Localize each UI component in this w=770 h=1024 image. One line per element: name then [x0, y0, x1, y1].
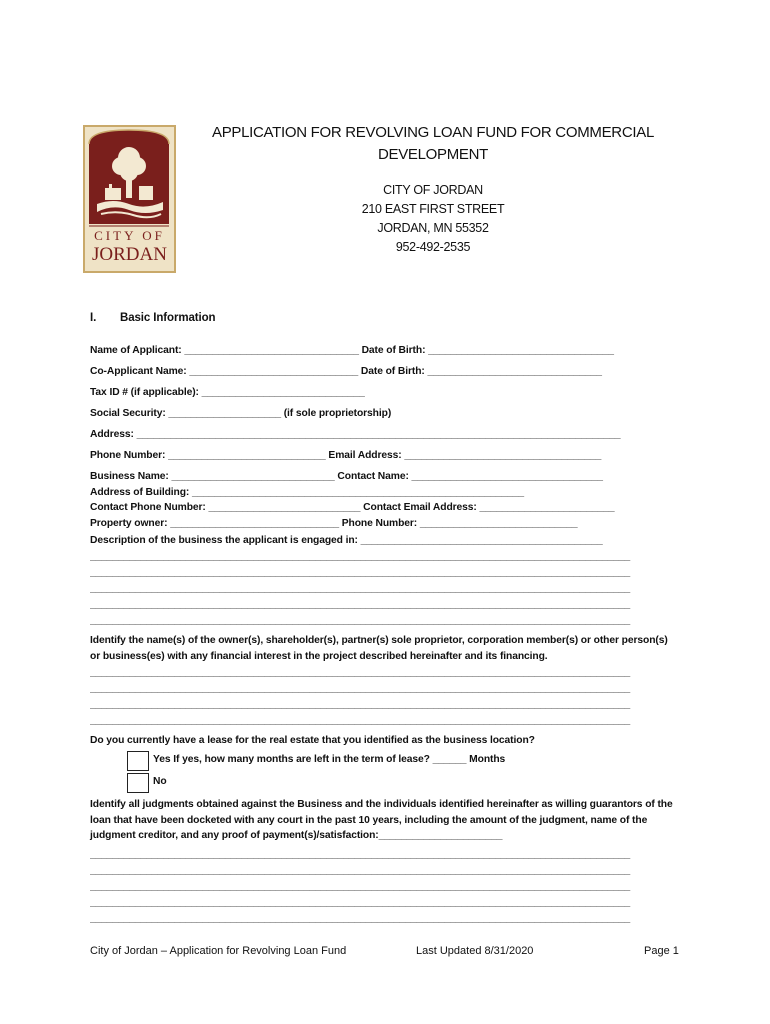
building-address-field[interactable]: Address of Building: ___________________________________________________________ — [90, 487, 524, 498]
section-number: I. — [90, 312, 97, 324]
lease-question: Do you currently have a lease for the real estate that you identified as the business location? — [90, 735, 535, 746]
logo-text-jordan: JORDAN — [92, 244, 167, 265]
address-field[interactable]: Address: ______________________________________________________________________________________ — [90, 429, 621, 440]
social-security-field[interactable]: Social Security: ____________________ (if sole proprietorship) — [90, 408, 392, 419]
description-blank-line[interactable]: ________________________________________________________________________________________________ — [90, 615, 631, 626]
footer-last-updated: Last Updated 8/31/2020 — [416, 945, 534, 957]
description-blank-line[interactable]: ________________________________________________________________________________________________ — [90, 567, 631, 578]
property-owner-field[interactable]: Property owner: ______________________________ Phone Number: ____________________________ — [90, 518, 578, 529]
judgments-question: Identify all judgments obtained against the Business and the individuals identified hereinafter as willing guarantors of the loan that have been docketed with any court in the past 10 years, including the amount of the judgment, name of the judgment creditor, and any proof of payment(s)/satisfaction:______________________ — [90, 799, 673, 841]
description-blank-line[interactable]: ________________________________________________________________________________________________ — [90, 583, 631, 594]
owners-blank-line[interactable]: ________________________________________________________________________________________________ — [90, 667, 631, 678]
co-applicant-name-dob-field[interactable]: Co-Applicant Name: ______________________________ Date of Birth: _______________________________ — [90, 366, 602, 377]
footer-left-text: City of Jordan – Application for Revolving Loan Fund — [90, 945, 347, 957]
section-title: Basic Information — [120, 312, 216, 324]
applicant-name-dob-field[interactable]: Name of Applicant: _______________________________ Date of Birth: _________________________________ — [90, 345, 614, 356]
judgments-blank-line[interactable]: ________________________________________________________________________________________________ — [90, 913, 631, 924]
footer-page-number: Page 1 — [644, 945, 679, 957]
city-of-jordan-logo — [83, 122, 176, 274]
owners-question: Identify the name(s) of the owner(s), shareholder(s), partner(s) sole proprietor, corporation member(s) or other person(s) or business(es) with any financial interest in the project described hereinafter and its financing. — [90, 635, 668, 662]
judgments-blank-line[interactable]: ________________________________________________________________________________________________ — [90, 881, 631, 892]
owners-blank-line[interactable]: ________________________________________________________________________________________________ — [90, 715, 631, 726]
lease-no-label: No — [153, 776, 167, 787]
description-blank-line[interactable]: ________________________________________________________________________________________________ — [90, 599, 631, 610]
description-blank-line[interactable]: ________________________________________________________________________________________________ — [90, 551, 631, 562]
judgments-blank-line[interactable]: ________________________________________________________________________________________________ — [90, 897, 631, 908]
address-citystate: JORDAN, MN 55352 — [377, 221, 489, 235]
document-title: APPLICATION FOR REVOLVING LOAN FUND FOR COMMERCIAL DEVELOPMENT — [211, 124, 654, 163]
address-street: 210 EAST FIRST STREET — [361, 202, 505, 216]
business-contact-name-field[interactable]: Business Name: _____________________________ Contact Name: __________________________________ — [90, 471, 603, 482]
logo-text-city-of: CITY OF — [94, 228, 165, 243]
lease-yes-checkbox[interactable] — [127, 751, 149, 771]
judgments-blank-line[interactable]: ________________________________________________________________________________________________ — [90, 865, 631, 876]
owners-blank-line[interactable]: ________________________________________________________________________________________________ — [90, 683, 631, 694]
address-city: CITY OF JORDAN — [383, 183, 483, 197]
judgments-blank-line[interactable]: ________________________________________________________________________________________________ — [90, 849, 631, 860]
lease-yes-label: Yes If yes, how many months are left in the term of lease? ______ Months — [153, 754, 506, 765]
business-description-field[interactable]: Description of the business the applicant is engaged in: ___________________________________________ — [90, 535, 603, 546]
address-phone: 952-492-2535 — [395, 240, 471, 254]
lease-no-checkbox[interactable] — [127, 773, 149, 793]
contact-phone-email-field[interactable]: Contact Phone Number: ___________________________ Contact Email Address: ________________________ — [90, 502, 615, 513]
owners-blank-line[interactable]: ________________________________________________________________________________________________ — [90, 699, 631, 710]
tax-id-field[interactable]: Tax ID # (if applicable): _____________________________ — [90, 387, 365, 398]
phone-email-field[interactable]: Phone Number: ____________________________ Email Address: ___________________________________ — [90, 450, 602, 461]
